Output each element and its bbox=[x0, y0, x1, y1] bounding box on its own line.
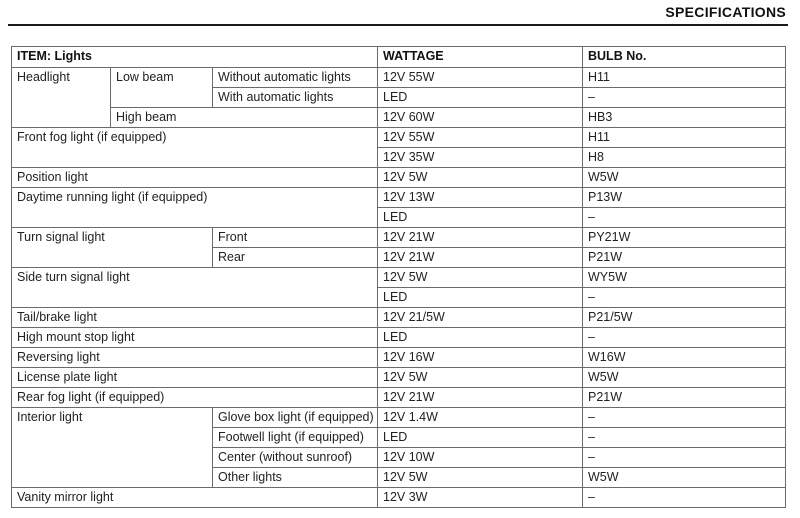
table-header-row bbox=[12, 47, 786, 68]
wattage-cell: 12V 10W bbox=[378, 448, 583, 468]
table-row bbox=[12, 108, 786, 128]
wattage-cell: 12V 3W bbox=[378, 488, 583, 508]
item-turn-front: Front bbox=[213, 228, 378, 248]
bulb-cell: – bbox=[583, 448, 786, 468]
bulb-cell: – bbox=[583, 208, 786, 228]
table-row bbox=[12, 348, 786, 368]
wattage-cell: LED bbox=[378, 428, 583, 448]
item-high-mount-stop-light: High mount stop light bbox=[12, 328, 378, 348]
wattage-cell: 12V 60W bbox=[378, 108, 583, 128]
wattage-cell: LED bbox=[378, 288, 583, 308]
bulb-cell: H11 bbox=[583, 128, 786, 148]
wattage-cell: 12V 21/5W bbox=[378, 308, 583, 328]
bulb-cell: P21W bbox=[583, 248, 786, 268]
bulb-cell: P13W bbox=[583, 188, 786, 208]
wattage-cell: 12V 21W bbox=[378, 228, 583, 248]
wattage-cell: 12V 21W bbox=[378, 248, 583, 268]
item-turn-rear: Rear bbox=[213, 248, 378, 268]
item-other-lights: Other lights bbox=[213, 468, 378, 488]
lights-spec-table bbox=[11, 46, 786, 508]
item-high-beam: High beam bbox=[111, 108, 378, 128]
table-row bbox=[12, 268, 786, 288]
item-vanity-mirror-light: Vanity mirror light bbox=[12, 488, 378, 508]
wattage-cell: 12V 55W bbox=[378, 68, 583, 88]
table-row bbox=[12, 368, 786, 388]
bulb-cell: WY5W bbox=[583, 268, 786, 288]
bulb-cell: P21W bbox=[583, 388, 786, 408]
item-low-beam: Low beam bbox=[111, 68, 213, 108]
wattage-cell: 12V 5W bbox=[378, 268, 583, 288]
bulb-cell: P21/5W bbox=[583, 308, 786, 328]
table-row bbox=[12, 128, 786, 148]
table-row bbox=[12, 308, 786, 328]
item-headlight: Headlight bbox=[12, 68, 111, 128]
table-row bbox=[12, 488, 786, 508]
item-position-light: Position light bbox=[12, 168, 378, 188]
table-row bbox=[12, 68, 786, 88]
wattage-cell: 12V 35W bbox=[378, 148, 583, 168]
item-turn-signal-light: Turn signal light bbox=[12, 228, 213, 268]
item-interior-light: Interior light bbox=[12, 408, 213, 488]
wattage-cell: 12V 13W bbox=[378, 188, 583, 208]
table-row bbox=[12, 228, 786, 248]
bulb-cell: – bbox=[583, 88, 786, 108]
wattage-cell: 12V 21W bbox=[378, 388, 583, 408]
item-daytime-running-light: Daytime running light (if equipped) bbox=[12, 188, 378, 228]
bulb-cell: – bbox=[583, 408, 786, 428]
item-reversing-light: Reversing light bbox=[12, 348, 378, 368]
bulb-cell: PY21W bbox=[583, 228, 786, 248]
item-glove-box-light: Glove box light (if equipped) bbox=[213, 408, 378, 428]
item-side-turn-signal-light: Side turn signal light bbox=[12, 268, 378, 308]
bulb-cell: W5W bbox=[583, 168, 786, 188]
column-header-item: ITEM: Lights bbox=[12, 47, 378, 68]
header-rule bbox=[8, 24, 788, 26]
section-title: SPECIFICATIONS bbox=[665, 4, 786, 20]
wattage-cell: 12V 1.4W bbox=[378, 408, 583, 428]
item-center-light: Center (without sunroof) bbox=[213, 448, 378, 468]
item-with-auto-lights: With automatic lights bbox=[213, 88, 378, 108]
wattage-cell: LED bbox=[378, 328, 583, 348]
table-row bbox=[12, 408, 786, 428]
item-footwell-light: Footwell light (if equipped) bbox=[213, 428, 378, 448]
item-rear-fog-light: Rear fog light (if equipped) bbox=[12, 388, 378, 408]
table-row bbox=[12, 188, 786, 208]
wattage-cell: 12V 16W bbox=[378, 348, 583, 368]
bulb-cell: W5W bbox=[583, 368, 786, 388]
bulb-cell: W5W bbox=[583, 468, 786, 488]
item-without-auto-lights: Without automatic lights bbox=[213, 68, 378, 88]
bulb-cell: HB3 bbox=[583, 108, 786, 128]
item-tail-brake-light: Tail/brake light bbox=[12, 308, 378, 328]
bulb-cell: – bbox=[583, 288, 786, 308]
column-header-wattage: WATTAGE bbox=[378, 47, 583, 68]
bulb-cell: – bbox=[583, 428, 786, 448]
table-row bbox=[12, 168, 786, 188]
bulb-cell: – bbox=[583, 328, 786, 348]
column-header-bulb: BULB No. bbox=[583, 47, 786, 68]
item-front-fog-light: Front fog light (if equipped) bbox=[12, 128, 378, 168]
wattage-cell: LED bbox=[378, 88, 583, 108]
bulb-cell: W16W bbox=[583, 348, 786, 368]
wattage-cell: 12V 5W bbox=[378, 368, 583, 388]
bulb-cell: H11 bbox=[583, 68, 786, 88]
bulb-cell: – bbox=[583, 488, 786, 508]
wattage-cell: 12V 5W bbox=[378, 168, 583, 188]
wattage-cell: 12V 55W bbox=[378, 128, 583, 148]
item-license-plate-light: License plate light bbox=[12, 368, 378, 388]
wattage-cell: LED bbox=[378, 208, 583, 228]
wattage-cell: 12V 5W bbox=[378, 468, 583, 488]
table-row bbox=[12, 328, 786, 348]
bulb-cell: H8 bbox=[583, 148, 786, 168]
table-row bbox=[12, 388, 786, 408]
section-header bbox=[0, 0, 800, 26]
